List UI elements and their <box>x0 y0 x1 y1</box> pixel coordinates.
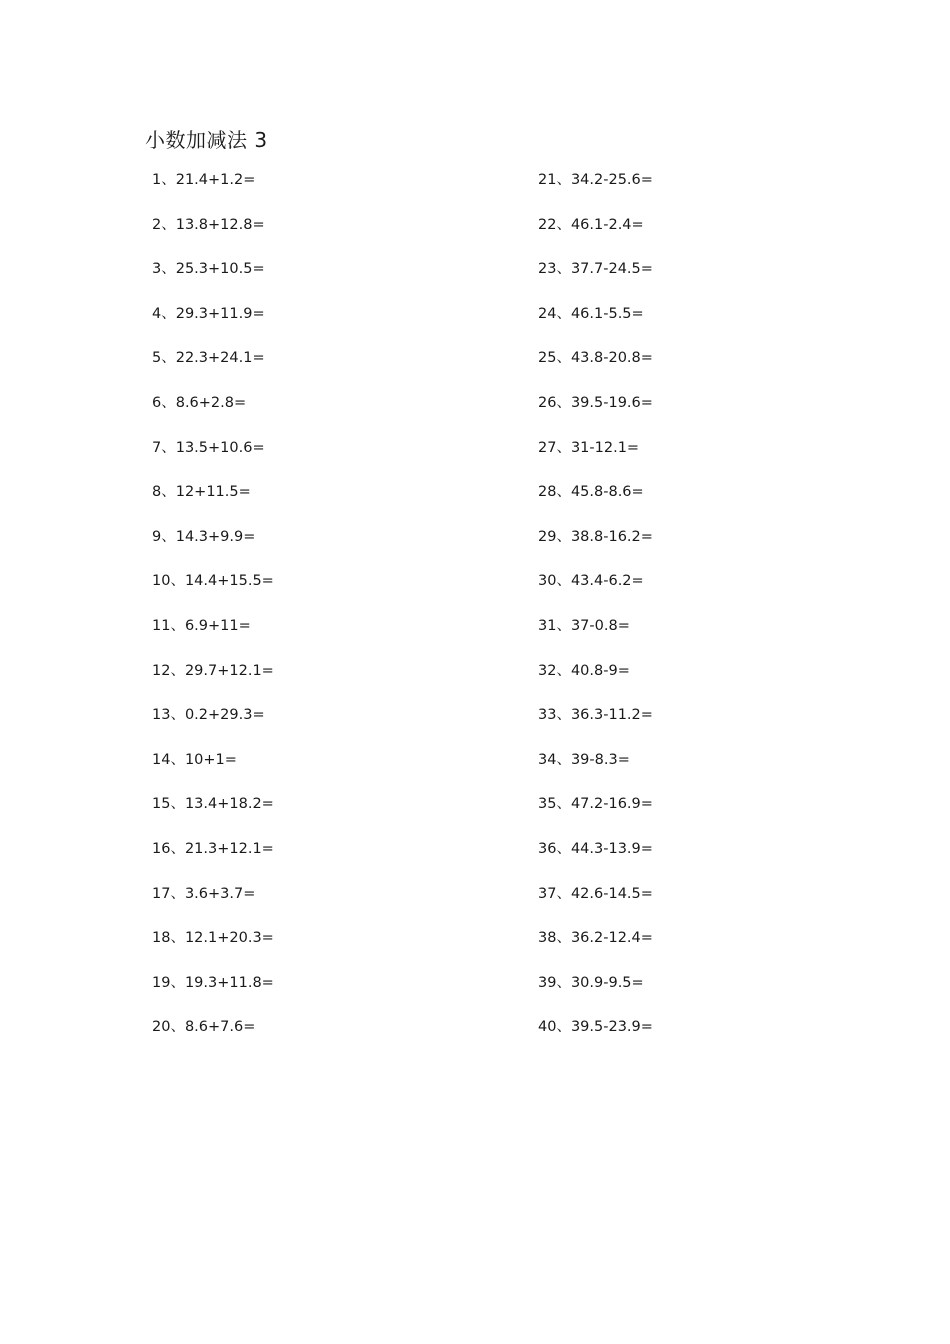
problem-item: 14、10+1= <box>152 751 237 768</box>
page-title: 小数加减法 3 <box>145 128 268 152</box>
problem-item: 28、45.8-8.6= <box>538 484 644 501</box>
problem-item: 12、29.7+12.1= <box>152 662 274 679</box>
problem-item: 21、34.2-25.6= <box>538 172 653 188</box>
problem-item: 16、21.3+12.1= <box>152 840 274 857</box>
problem-item: 39、30.9-9.5= <box>538 974 644 991</box>
problem-item: 9、14.3+9.9= <box>152 528 256 545</box>
problem-item: 15、13.4+18.2= <box>152 796 274 813</box>
problem-item: 31、37-0.8= <box>538 617 630 634</box>
problem-list-right <box>538 170 653 1062</box>
problem-item: 11、6.9+11= <box>152 617 251 634</box>
problem-item: 10、14.4+15.5= <box>152 573 274 590</box>
problem-item: 4、29.3+11.9= <box>152 305 265 322</box>
problem-item: 5、22.3+24.1= <box>152 350 265 367</box>
problem-item: 13、0.2+29.3= <box>152 707 265 724</box>
problem-item: 17、3.6+3.7= <box>152 885 256 902</box>
problem-item: 18、12.1+20.3= <box>152 930 274 947</box>
problem-item: 36、44.3-13.9= <box>538 840 653 857</box>
problem-item: 19、19.3+11.8= <box>152 974 274 991</box>
problem-item: 26、39.5-19.6= <box>538 394 653 411</box>
problem-item: 1、21.4+1.2= <box>152 172 256 188</box>
problem-item: 38、36.2-12.4= <box>538 930 653 947</box>
problem-item: 40、39.5-23.9= <box>538 1019 653 1036</box>
problem-item: 25、43.8-20.8= <box>538 350 653 367</box>
problem-item: 30、43.4-6.2= <box>538 573 644 590</box>
problem-item: 35、47.2-16.9= <box>538 796 653 813</box>
problem-item: 32、40.8-9= <box>538 662 630 679</box>
problem-item: 2、13.8+12.8= <box>152 216 265 233</box>
problem-item: 8、12+11.5= <box>152 484 251 501</box>
problem-item: 7、13.5+10.6= <box>152 439 265 456</box>
problem-list-left <box>152 170 274 1062</box>
problem-item: 27、31-12.1= <box>538 439 640 456</box>
problem-item: 29、38.8-16.2= <box>538 528 653 545</box>
problem-item: 20、8.6+7.6= <box>152 1019 256 1036</box>
problem-item: 33、36.3-11.2= <box>538 707 653 724</box>
problem-item: 37、42.6-14.5= <box>538 885 653 902</box>
problem-item: 3、25.3+10.5= <box>152 261 265 278</box>
problem-item: 34、39-8.3= <box>538 751 630 768</box>
problem-item: 23、37.7-24.5= <box>538 261 653 278</box>
problem-item: 6、8.6+2.8= <box>152 394 247 411</box>
problem-item: 22、46.1-2.4= <box>538 216 644 233</box>
problem-item: 24、46.1-5.5= <box>538 305 644 322</box>
